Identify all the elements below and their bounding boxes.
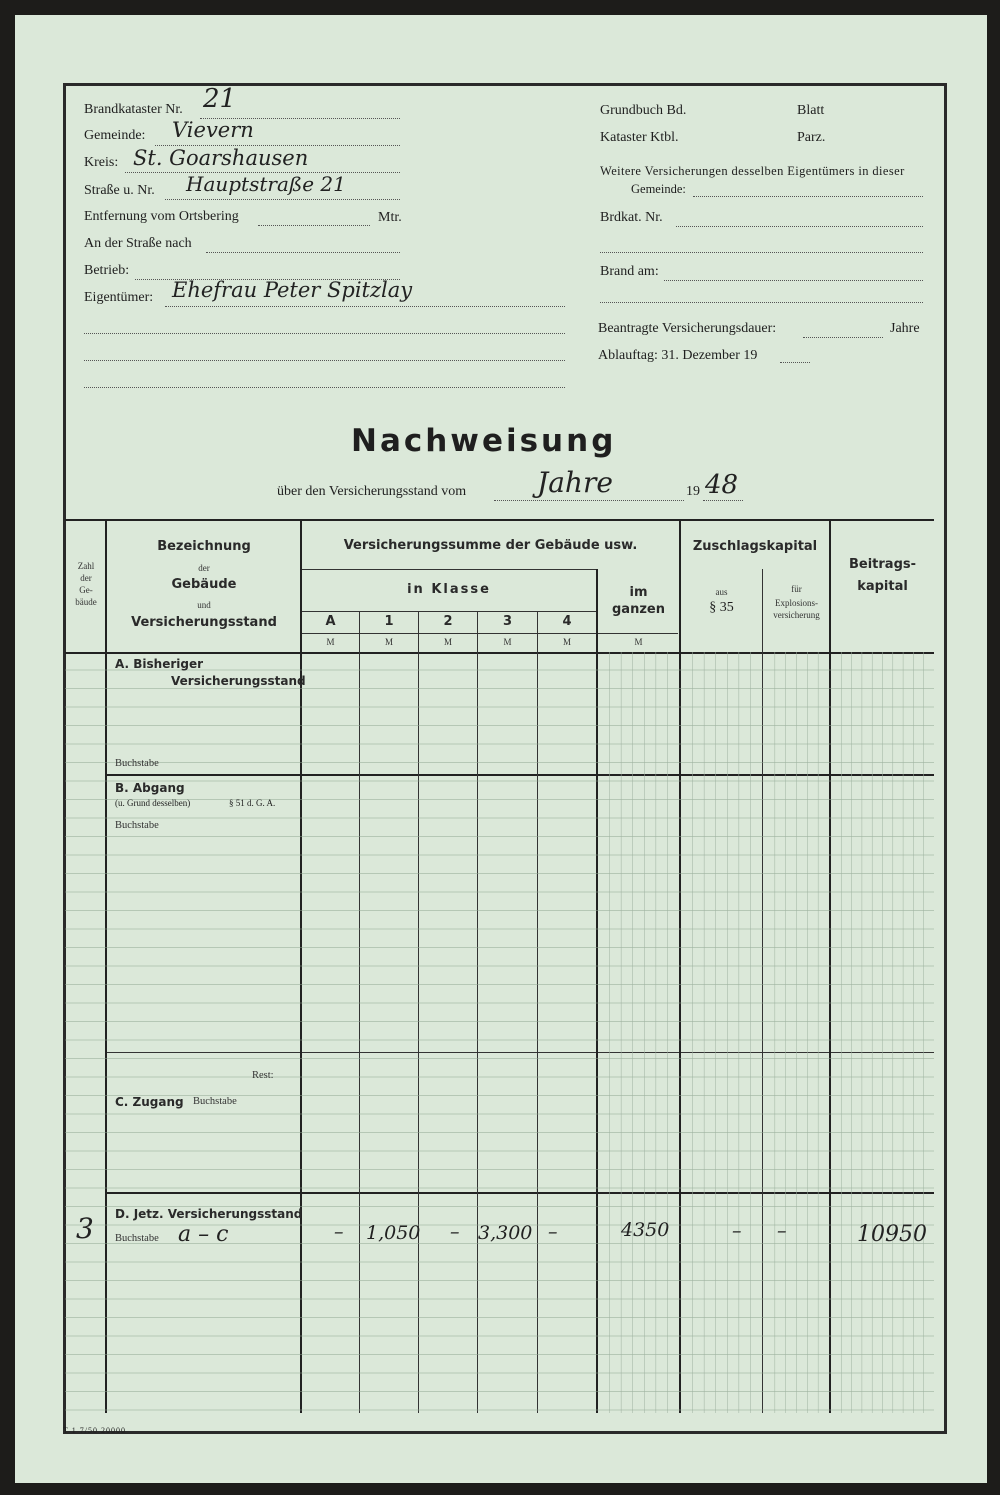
col-par35: § 35 [709,600,734,615]
d-klasse-4: – [548,1221,558,1243]
parz-label: Parz. [797,130,826,145]
col-zahl-header: Zahl der Ge- bäude [75,561,97,607]
section-c-buch: Buchstabe [193,1096,237,1107]
kreis-label: Kreis: [84,155,119,170]
d-ganzen: 4350 [621,1219,670,1241]
betrieb-label: Betrieb: [84,263,130,278]
col-bez-3: Versicherungsstand [131,615,277,630]
col-beitrag-1: Beitrags- [848,557,917,572]
footer-code: T 1 7/50 20000 [63,1426,126,1435]
col-beitrag-2: kapital [857,579,908,594]
section-d-buch: Buchstabe [115,1233,159,1244]
unit-A: M [326,637,335,647]
page-title: Nachweisung [351,423,617,459]
col-bez-2: Gebäude [171,577,237,592]
subtitle-label: über den Versicherungsstand vom [277,484,467,499]
section-b: B. Abgang [115,781,185,795]
rest-label: Rest: [252,1070,274,1081]
brandkataster-label: Brandkataster Nr. [84,102,183,117]
col-summe: Versicherungssumme der Gebäude usw. [343,538,638,553]
entfernung-unit: Mtr. [378,210,402,225]
section-a-1: A. Bisheriger [115,657,204,671]
ablauf-label: Ablauftag: 31. Dezember 19 [598,348,758,363]
col-bez-und: und [197,600,211,610]
col-bez-der: der [198,563,210,573]
kataster-label: Kataster Ktbl. [600,130,679,145]
unit-2: M [443,637,452,647]
subtitle-value: Jahre [537,466,613,499]
brand-label: Brand am: [600,264,659,279]
year-value: 48 [705,470,739,500]
ruled-lines [65,652,934,1413]
section-b-note: (u. Grund desselben) [115,798,191,808]
klasse-3: 3 [502,614,513,629]
col-ganzen-2: ganzen [612,602,665,617]
col-aus: aus [715,587,728,597]
col-explo-2: versicherung [773,610,820,620]
klasse-A: A [325,614,336,629]
brdkat-label: Brdkat. Nr. [600,210,663,225]
unit-4: M [562,637,571,647]
d-klasse-2: – [450,1221,460,1243]
gemeinde-label: Gemeinde: [84,128,146,143]
klasse-1: 1 [384,614,394,629]
kreis-value: St. Goarshausen [133,146,309,170]
klasse-4: 4 [562,614,572,629]
brandkataster-value: 21 [203,84,237,114]
dauer-label: Beantragte Versicherungsdauer: [598,321,777,336]
blatt-label: Blatt [797,103,825,118]
weitere-line2: Gemeinde: [631,182,686,196]
eigentuemer-value: Ehefrau Peter Spitzlay [172,278,413,302]
d-aus35: – [732,1220,742,1242]
col-bez-1: Bezeichnung [157,539,251,554]
entfernung-label: Entfernung vom Ortsbering [84,209,239,224]
unit-ganzen: M [634,637,643,647]
d-explosion: – [777,1220,787,1242]
d-klasse-1: 1,050 [366,1222,421,1244]
col-fuer: für [791,584,802,594]
d-beitrag: 10950 [857,1222,927,1247]
d-klasse-3: 3,300 [478,1222,533,1244]
unit-3: M [503,637,512,647]
an-strasse-label: An der Straße nach [84,236,192,251]
col-explo-1: Explosions- [774,598,818,608]
section-a-buch: Buchstabe [115,758,159,769]
d-buchstabe: a – c [178,1222,229,1247]
section-b-buch: Buchstabe [115,820,159,831]
section-a-2: Versicherungsstand [171,674,306,688]
col-ganzen-1: im [629,585,648,600]
strasse-value: Hauptstraße 21 [186,172,346,196]
unit-1: M [384,637,393,647]
strasse-label: Straße u. Nr. [84,183,155,198]
grundbuch-label: Grundbuch Bd. [600,103,687,118]
weitere-line1: Weitere Versicherungen desselben Eigentümers in dieser [600,164,905,178]
dauer-unit: Jahre [890,321,920,336]
col-klasse: in Klasse [407,582,491,597]
col-zuschlag: Zuschlagskapital [692,539,818,554]
year-prefix: 19 [686,484,700,499]
eigentuemer-label: Eigentümer: [84,290,154,305]
d-zahl: 3 [76,1212,94,1245]
section-b-par: § 51 d. G. A. [229,798,276,808]
section-c: C. Zugang [115,1095,184,1109]
klasse-2: 2 [443,614,453,629]
section-d: D. Jetz. Versicherungsstand [115,1207,303,1221]
d-klasse-A: – [334,1221,344,1243]
gemeinde-value: Vievern [172,118,254,142]
